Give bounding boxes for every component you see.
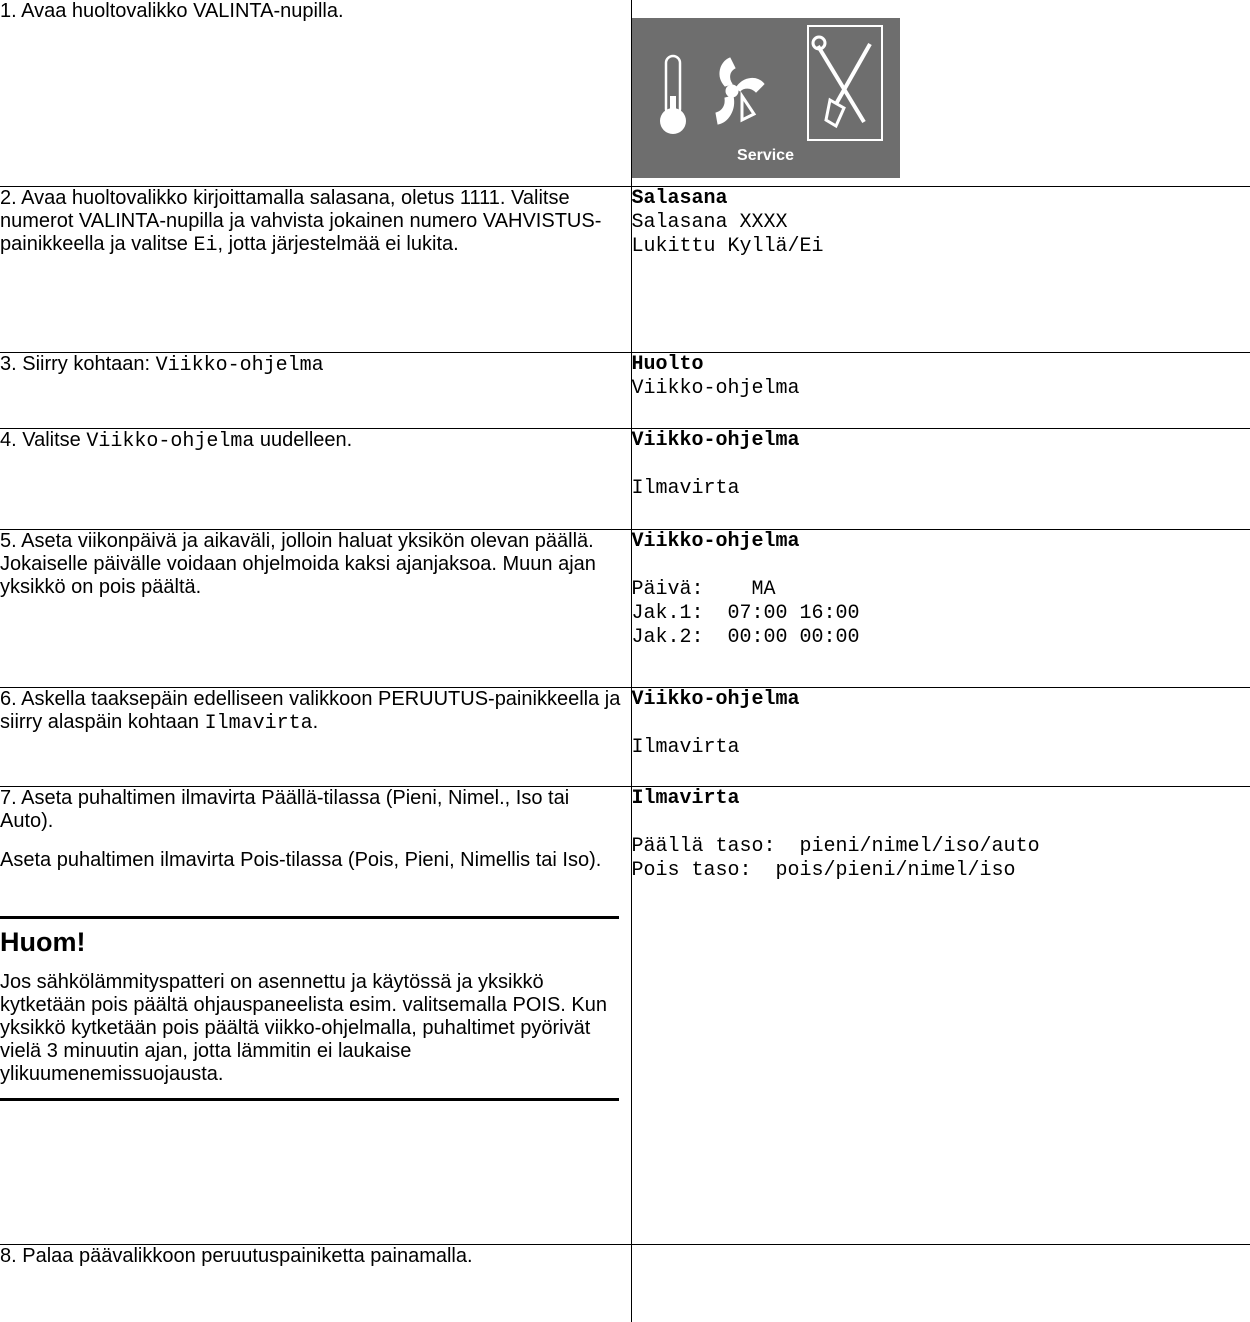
display-title: Viikko-ohjelma xyxy=(631,428,800,452)
step-text xyxy=(0,353,631,377)
display-cell xyxy=(631,786,1250,1244)
display-cell xyxy=(631,1244,1250,1322)
step-row-4 xyxy=(0,428,1250,529)
step-cell xyxy=(0,529,631,687)
note-text: Jos sähkölämmityspatteri on asennettu ja käytössä ja yksikkö kytketään pois päältä ohjauspaneelista esim. valitsemalla POIS. Kun yksikkö kytketään pois päältä viikko-ohjelmalla, puhaltimet pyörivät vielä 3 minuutin ajan, jotta lämmitin ei laukaise ylikuumenemissuojausta. xyxy=(0,970,608,1085)
display-line: Viikko-ohjelma xyxy=(631,376,800,400)
tools-icon xyxy=(808,26,882,140)
step-cell xyxy=(0,352,631,428)
display-line: Jak.1: 07:00 16:00 xyxy=(631,601,860,625)
display-line: Pois taso: pois/pieni/nimel/iso xyxy=(631,858,1016,882)
display-title: Viikko-ohjelma xyxy=(631,687,800,711)
step-text xyxy=(0,429,631,453)
menu-value: Viikko-ohjelma xyxy=(86,429,255,453)
step-cell xyxy=(0,186,631,352)
display-title: Salasana xyxy=(631,186,728,210)
step-cell xyxy=(0,428,631,529)
step-text: Aseta puhaltimen ilmavirta Pois-tilassa (Pois, Pieni, Nimellis tai Iso). xyxy=(0,848,602,871)
display-line: Jak.2: 00:00 00:00 xyxy=(631,625,860,649)
step-row-6 xyxy=(0,687,1250,786)
step-text-part: . xyxy=(312,710,319,733)
step-text xyxy=(0,688,631,735)
note-box xyxy=(0,916,619,1101)
display-cell xyxy=(631,0,1250,186)
note-heading: Huom! xyxy=(0,926,86,957)
step-text-part: 3. Siirry kohtaan: xyxy=(0,352,156,375)
display-cell xyxy=(631,186,1250,352)
display-cell xyxy=(631,687,1250,786)
step-text-part: 2. Avaa huoltovalikko kirjoittamalla salasana, oletus 1111. Valitse numerot VALINTA-nupilla ja vahvista jokainen numero VAHVISTUS-painikkeella ja valitse xyxy=(0,186,602,255)
menu-value: Ei xyxy=(193,233,218,257)
step-text-part: , jotta järjestelmää ei lukita. xyxy=(217,232,459,255)
step-row-1 xyxy=(0,0,1250,186)
display-line: Salasana XXXX xyxy=(631,210,788,234)
service-menu-image xyxy=(632,18,900,178)
step-text: 5. Aseta viikonpäivä ja aikaväli, jolloin haluat yksikön olevan päällä. Jokaiselle päivälle voidaan ohjelmoida kaksi ajanjaksoa. Muun ajan yksikkö on pois päältä. xyxy=(0,529,596,598)
step-row-2 xyxy=(0,186,1250,352)
display-title: Huolto xyxy=(631,352,704,376)
step-text xyxy=(0,187,631,257)
display-cell xyxy=(631,428,1250,529)
step-text: 7. Aseta puhaltimen ilmavirta Päällä-tilassa (Pieni, Nimel., Iso tai Auto). xyxy=(0,786,570,832)
step-text-part: uudelleen. xyxy=(254,428,353,451)
step-cell xyxy=(0,0,631,186)
menu-value: Viikko-ohjelma xyxy=(155,353,324,377)
display-title: Ilmavirta xyxy=(631,786,740,810)
step-cell xyxy=(0,687,631,786)
step-row-3 xyxy=(0,352,1250,428)
display-cell xyxy=(631,352,1250,428)
thermometer-icon xyxy=(660,56,686,134)
service-label: Service xyxy=(737,147,794,164)
display-line: Ilmavirta xyxy=(631,476,740,500)
step-row-8 xyxy=(0,1244,1250,1322)
step-cell xyxy=(0,1244,631,1322)
display-line: Päällä taso: pieni/nimel/iso/auto xyxy=(631,834,1040,858)
display-line: Ilmavirta xyxy=(631,735,740,759)
step-row-7 xyxy=(0,786,1250,1244)
step-text: 8. Palaa päävalikkoon peruutuspainiketta painamalla. xyxy=(0,1244,473,1267)
fan-icon xyxy=(716,58,764,124)
step-text-part: 4. Valitse xyxy=(0,428,87,451)
step-text: 1. Avaa huoltovalikko VALINTA-nupilla. xyxy=(0,0,344,22)
step-text-part: 6. Askella taaksepäin edelliseen valikkoon PERUUTUS-painikkeella ja siirry alaspäin kohtaan xyxy=(0,687,621,733)
display-line: Päivä: MA xyxy=(631,577,776,601)
display-line: Lukittu Kyllä/Ei xyxy=(631,234,824,258)
step-cell xyxy=(0,786,631,1244)
display-title: Viikko-ohjelma xyxy=(631,529,800,553)
display-cell xyxy=(631,529,1250,687)
menu-value: Ilmavirta xyxy=(204,711,313,735)
step-row-5 xyxy=(0,529,1250,687)
